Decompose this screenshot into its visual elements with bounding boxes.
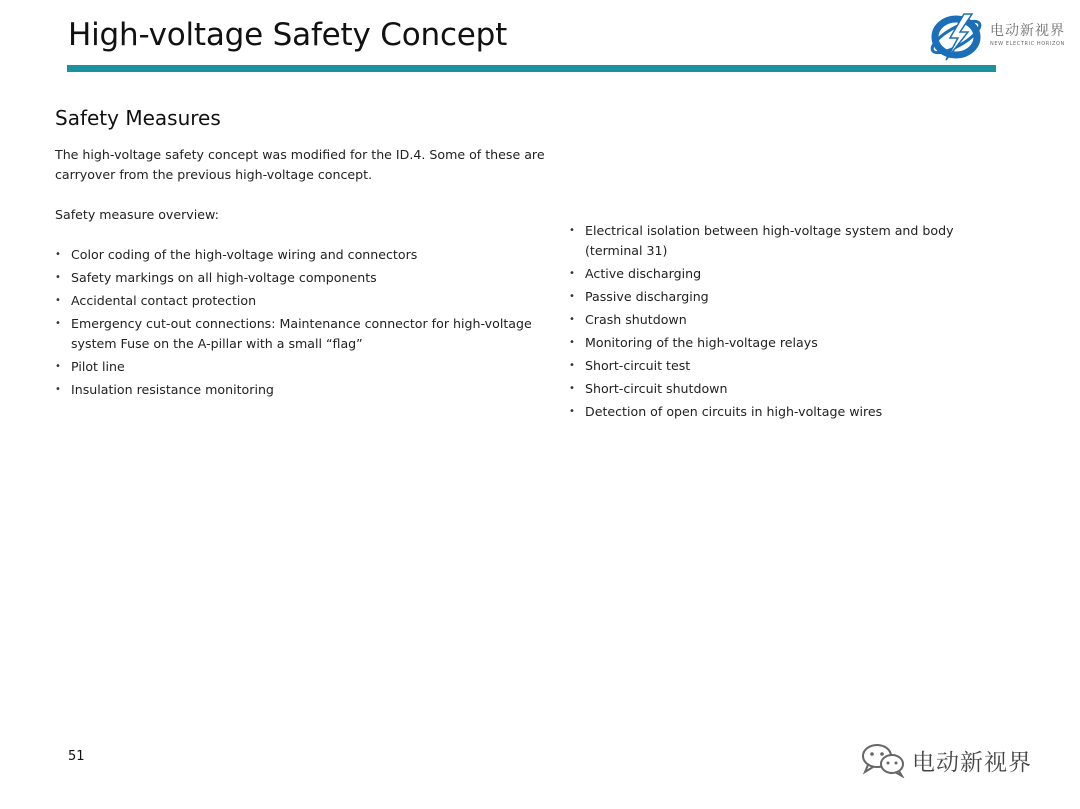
title-underline: [67, 65, 996, 72]
section-heading: Safety Measures: [55, 106, 221, 130]
list-item-text: Safety markings on all high-voltage components: [71, 270, 377, 285]
list-item-text: Accidental contact protection: [71, 293, 257, 308]
list-item-text: Pilot line: [71, 359, 125, 374]
bullet-icon: •: [569, 225, 575, 236]
list-item: [569, 356, 959, 376]
list-item: [55, 380, 535, 400]
bullet-icon: •: [55, 361, 61, 372]
bullet-icon: •: [569, 268, 575, 279]
list-item: [569, 264, 959, 284]
wechat-icon: [860, 742, 906, 778]
list-item-text: Short-circuit test: [585, 358, 691, 373]
bullet-icon: •: [55, 384, 61, 395]
list-item-text: Crash shutdown: [585, 312, 687, 327]
list-item: [55, 314, 535, 354]
bullet-icon: •: [569, 383, 575, 394]
bullet-icon: •: [569, 360, 575, 371]
list-item: [55, 357, 535, 377]
right-bullet-list: [569, 221, 959, 425]
list-item-text: Monitoring of the high-voltage relays: [585, 335, 818, 350]
list-item-text: Electrical isolation between high-voltage system and body (terminal 31): [585, 223, 954, 258]
list-item-text: Insulation resistance monitoring: [71, 382, 274, 397]
list-item-text: Passive discharging: [585, 289, 709, 304]
list-item-text: Short-circuit shutdown: [585, 381, 728, 396]
list-item: [569, 379, 959, 399]
bullet-icon: •: [55, 272, 61, 283]
logo-english-text: NEW ELECTRIC HORIZON: [990, 41, 1065, 47]
list-item: [55, 245, 535, 265]
list-item: [569, 333, 959, 353]
watermark-text: 电动新视界: [912, 750, 1032, 776]
list-item: [569, 402, 959, 422]
list-item-text: Emergency cut-out connections: Maintenance connector for high-voltage system Fuse on the A-pillar with a small “flag”: [71, 316, 532, 351]
list-item: [569, 310, 959, 330]
bullet-icon: •: [569, 291, 575, 302]
bullet-icon: •: [569, 337, 575, 348]
list-item: [569, 287, 959, 307]
intro-paragraph: The high-voltage safety concept was modified for the ID.4. Some of these are carryover from the previous high-voltage concept.: [55, 147, 545, 182]
list-item-text: Color coding of the high-voltage wiring and connectors: [71, 247, 418, 262]
brand-logo: [928, 8, 1078, 62]
list-item: [569, 221, 959, 261]
bullet-icon: •: [569, 314, 575, 325]
bullet-icon: •: [55, 249, 61, 260]
logo-chinese-text: 电动新视界: [990, 23, 1065, 39]
watermark: [860, 742, 1060, 778]
list-item: [55, 268, 535, 288]
bullet-icon: •: [569, 406, 575, 417]
bullet-icon: •: [55, 318, 61, 329]
slide-title: High-voltage Safety Concept: [68, 17, 508, 53]
list-item-text: Detection of open circuits in high-voltage wires: [585, 404, 883, 419]
list-item-text: Active discharging: [585, 266, 702, 281]
list-item: [55, 291, 535, 311]
bullet-icon: •: [55, 295, 61, 306]
overview-label: Safety measure overview:: [55, 207, 219, 222]
left-bullet-list: [55, 245, 535, 403]
page-number: 51: [68, 749, 85, 764]
lightning-globe-icon: [928, 8, 990, 62]
